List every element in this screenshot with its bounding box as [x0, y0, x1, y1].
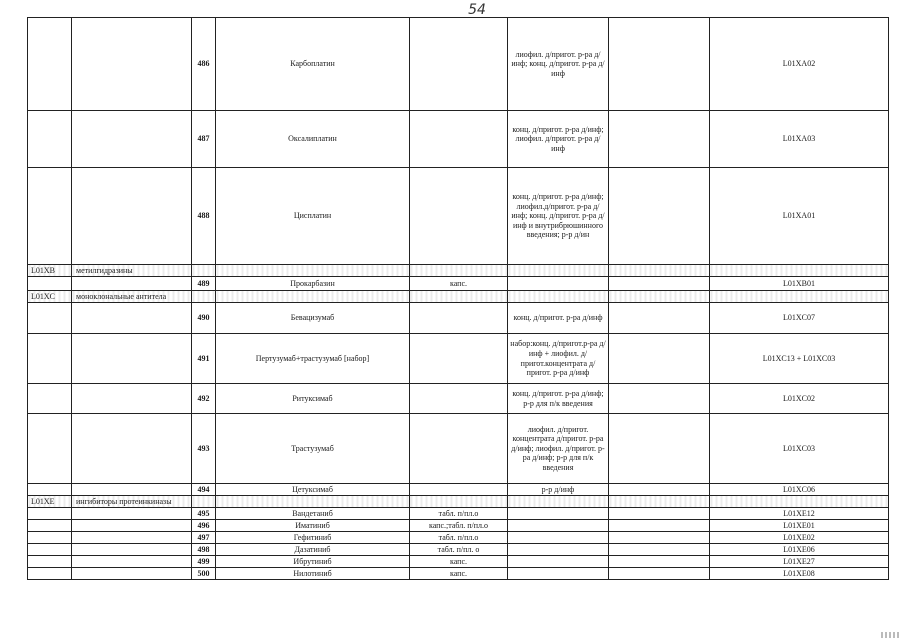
empty-cell [508, 508, 609, 520]
atc-code: L01XC03 [710, 414, 889, 484]
empty-cell [508, 277, 609, 291]
dosage-form: конц. д/пригот. р-ра д/инф [508, 303, 609, 334]
drug-name: Цисплатин [216, 168, 410, 265]
dosage-form: капс. [410, 277, 508, 291]
dosage-form: конц. д/пригот. р-ра д/инф; лиофил.д/пригот. р-ра д/инф; конц. д/пригот. р-ра д/инф и внутрибрюшинного введения; р-р д/ин [508, 168, 609, 265]
row-number: 487 [192, 111, 216, 168]
dosage-form: лиофил. д/пригот. р-ра д/инф; конц. д/пригот. р-ра д/ инф [508, 18, 609, 111]
atc-code: L01XE12 [710, 508, 889, 520]
atc-group-code [28, 277, 72, 291]
dosage-form-col [410, 303, 508, 334]
drug-row [28, 303, 889, 334]
drug-name [216, 496, 410, 508]
empty-cell [508, 532, 609, 544]
drug-name: Пертузумаб+трастузумаб [набор] [216, 334, 410, 384]
drug-name: Нилотиниб [216, 568, 410, 580]
drug-row [28, 334, 889, 384]
atc-group-code [28, 168, 72, 265]
dosage-form-col [410, 384, 508, 414]
atc-group-name [72, 414, 192, 484]
row-number [192, 265, 216, 277]
atc-group-name [72, 384, 192, 414]
empty-cell [508, 556, 609, 568]
row-number: 500 [192, 568, 216, 580]
dosage-form-col [410, 111, 508, 168]
atc-code: L01XC13 + L01XC03 [710, 334, 889, 384]
drug-name: Бевацизумаб [216, 303, 410, 334]
row-number: 498 [192, 544, 216, 556]
row-number: 491 [192, 334, 216, 384]
empty-cell [609, 168, 710, 265]
dosage-form-col [410, 168, 508, 265]
dosage-form [508, 496, 609, 508]
dosage-form: лиофил. д/пригот. концентрата д/пригот. р-ра д/инф; лиофил. д/пригот. р-ра д/инф; р-р для п/к введения [508, 414, 609, 484]
empty-cell [609, 303, 710, 334]
drug-name: Цетуксимаб [216, 484, 410, 496]
dosage-form: табл. п/пл. о [410, 544, 508, 556]
atc-group-code: L01XB [28, 265, 72, 277]
atc-code: L01XC07 [710, 303, 889, 334]
drug-name: Дазатиниб [216, 544, 410, 556]
atc-group-name [72, 168, 192, 265]
atc-group-code [28, 18, 72, 111]
empty-cell [609, 18, 710, 111]
atc-group-code [28, 532, 72, 544]
atc-group-name [72, 484, 192, 496]
drug-name: Прокарбазин [216, 277, 410, 291]
drug-row [28, 18, 889, 111]
drug-row [28, 532, 889, 544]
empty-cell [609, 532, 710, 544]
empty-cell [609, 265, 710, 277]
drug-row [28, 484, 889, 496]
dosage-form: р-р д/инф [508, 484, 609, 496]
drug-name [216, 291, 410, 303]
atc-group-code [28, 568, 72, 580]
empty-cell [508, 520, 609, 532]
empty-cell [609, 556, 710, 568]
atc-group-code: L01XE [28, 496, 72, 508]
drug-row [28, 414, 889, 484]
corner-scan-mark [881, 632, 899, 638]
atc-code: L01XE02 [710, 532, 889, 544]
atc-group-code: L01XC [28, 291, 72, 303]
drug-row [28, 508, 889, 520]
row-number: 494 [192, 484, 216, 496]
atc-group-code [28, 508, 72, 520]
atc-group-code [28, 303, 72, 334]
drug-row [28, 111, 889, 168]
dosage-form-col [410, 334, 508, 384]
row-number: 497 [192, 532, 216, 544]
atc-group-name [72, 303, 192, 334]
atc-code: L01XE08 [710, 568, 889, 580]
atc-code: L01XA01 [710, 168, 889, 265]
empty-cell [609, 384, 710, 414]
drug-name: Гефитиниб [216, 532, 410, 544]
atc-code: L01XB01 [710, 277, 889, 291]
empty-cell [609, 334, 710, 384]
drug-list-table [27, 17, 889, 580]
dosage-form-col [410, 18, 508, 111]
atc-code: L01XE01 [710, 520, 889, 532]
atc-group-name: моноклональные антитела [72, 291, 192, 303]
atc-group-name [72, 277, 192, 291]
atc-code: L01XA02 [710, 18, 889, 111]
drug-row [28, 277, 889, 291]
atc-group-name [72, 111, 192, 168]
drug-name: Ритуксимаб [216, 384, 410, 414]
atc-group-code [28, 520, 72, 532]
page-number: 54 [468, 2, 486, 18]
atc-group-code [28, 544, 72, 556]
dosage-form-col [410, 496, 508, 508]
drug-row [28, 520, 889, 532]
drug-name: Ибрутиниб [216, 556, 410, 568]
atc-group-code [28, 384, 72, 414]
dosage-form [508, 291, 609, 303]
atc-group-name [72, 334, 192, 384]
atc-group-code [28, 556, 72, 568]
atc-group-code [28, 111, 72, 168]
group-row [28, 291, 889, 303]
atc-code [710, 291, 889, 303]
atc-code: L01XE06 [710, 544, 889, 556]
dosage-form: набор:конц. д/пригот.р-ра д/инф + лиофил. д/пригот.концентрата д/пригот. р-ра д/инф [508, 334, 609, 384]
empty-cell [609, 496, 710, 508]
empty-cell [609, 414, 710, 484]
empty-cell [609, 568, 710, 580]
dosage-form-col [410, 265, 508, 277]
empty-cell [508, 544, 609, 556]
dosage-form-col [410, 414, 508, 484]
row-number: 493 [192, 414, 216, 484]
dosage-form: капс. [410, 568, 508, 580]
empty-cell [609, 111, 710, 168]
drug-row [28, 384, 889, 414]
dosage-form: табл. п/пл.о [410, 532, 508, 544]
drug-name: Трастузумаб [216, 414, 410, 484]
atc-group-name [72, 556, 192, 568]
atc-group-name [72, 544, 192, 556]
empty-cell [609, 520, 710, 532]
drug-name [216, 265, 410, 277]
drug-name: Карбоплатин [216, 18, 410, 111]
row-number: 496 [192, 520, 216, 532]
atc-code [710, 496, 889, 508]
atc-group-name [72, 520, 192, 532]
empty-cell [508, 568, 609, 580]
atc-group-name: метилгидразины [72, 265, 192, 277]
empty-cell [609, 277, 710, 291]
atc-group-name: ингибиторы протеинкиназы [72, 496, 192, 508]
row-number: 495 [192, 508, 216, 520]
atc-group-code [28, 414, 72, 484]
atc-group-name [72, 508, 192, 520]
atc-group-name [72, 18, 192, 111]
dosage-form-col [410, 484, 508, 496]
dosage-form: конц. д/пригот. р-ра д/инф; лиофил. д/пригот. р-ра д/инф [508, 111, 609, 168]
dosage-form: табл. п/пл.о [410, 508, 508, 520]
atc-code: L01XE27 [710, 556, 889, 568]
drug-row [28, 168, 889, 265]
empty-cell [609, 484, 710, 496]
group-row [28, 265, 889, 277]
drug-row [28, 568, 889, 580]
empty-cell [609, 508, 710, 520]
atc-group-name [72, 568, 192, 580]
row-number [192, 291, 216, 303]
dosage-form [508, 265, 609, 277]
dosage-form-col [410, 291, 508, 303]
drug-row [28, 544, 889, 556]
atc-code [710, 265, 889, 277]
dosage-form: капс. [410, 556, 508, 568]
atc-group-code [28, 334, 72, 384]
group-row [28, 496, 889, 508]
row-number: 489 [192, 277, 216, 291]
drug-row [28, 556, 889, 568]
row-number: 499 [192, 556, 216, 568]
drug-name: Иматиниб [216, 520, 410, 532]
atc-group-name [72, 532, 192, 544]
empty-cell [609, 291, 710, 303]
row-number: 492 [192, 384, 216, 414]
atc-code: L01XC02 [710, 384, 889, 414]
row-number [192, 496, 216, 508]
drug-name: Вандетаниб [216, 508, 410, 520]
empty-cell [609, 544, 710, 556]
atc-code: L01XA03 [710, 111, 889, 168]
atc-code: L01XC06 [710, 484, 889, 496]
dosage-form: конц. д/пригот. р-ра д/инф; р-р для п/к введения [508, 384, 609, 414]
row-number: 490 [192, 303, 216, 334]
drug-name: Оксалиплатин [216, 111, 410, 168]
row-number: 486 [192, 18, 216, 111]
row-number: 488 [192, 168, 216, 265]
dosage-form: капс.;табл. п/пл.о [410, 520, 508, 532]
atc-group-code [28, 484, 72, 496]
